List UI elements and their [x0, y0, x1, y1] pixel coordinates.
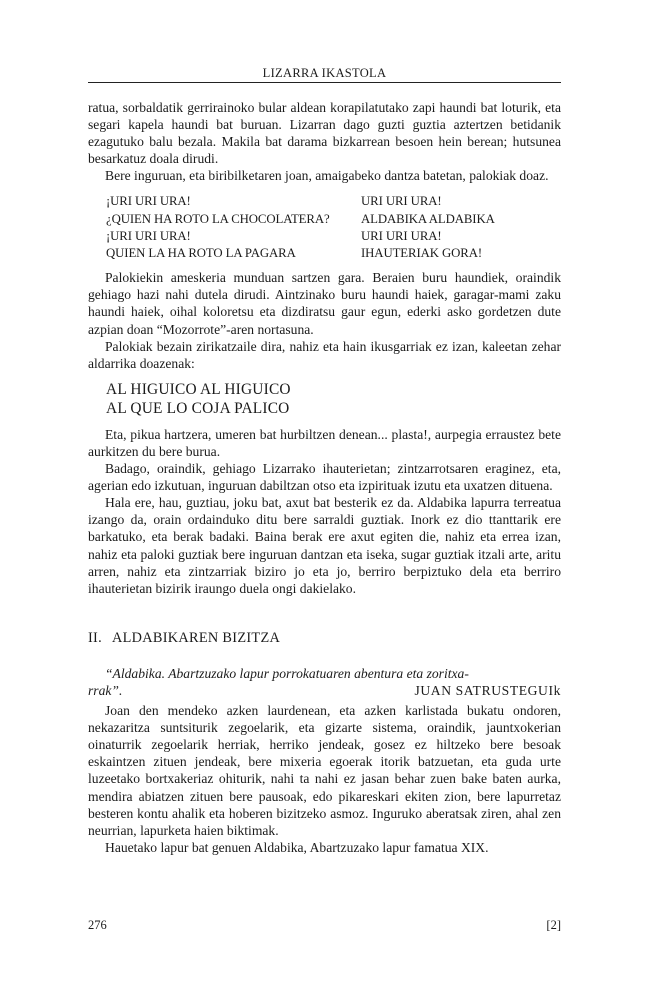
epigraph-author: JUAN SATRUSTEGUIk — [414, 682, 561, 698]
chant-line-right: ALDABIKA ALDABIKA — [361, 211, 495, 226]
chant-line-left: ¿QUIEN HA ROTO LA CHOCOLATERA? — [106, 211, 330, 226]
paragraph: Palokiekin ameskeria munduan sartzen gara. Beraien buru haundiek, oraindik gehiago hazi nahi dutela dirudi. Aintzinako buru haundi haiek, garagar-mami zaku haundi haiek, oihal koloretsu eta dizdiratsu gaur egun, ederki asko gordetzen dute azpian doan “Mozorrote”-aren nortasuna. — [88, 270, 561, 337]
verse-line: AL QUE LO COJA PALICO — [106, 399, 290, 417]
page-body — [88, 99, 561, 856]
paragraph: ratua, sorbaldatik gerrirainoko bular aldean korapilatutako zapi haundi bat loturik, eta segari kapela haundi bat buruan. Lizarran dago guzti guztia aztertzen betidanik ezagutuko balu bezala. Makila bat darama bizkarrean besoen hein berean; hutsunea besarkatuz doala dirudi. — [88, 100, 561, 167]
paragraph: Eta, pikua hartzera, umeren bat hurbiltzen denean... plasta!, aurpegia erraustez bete aurkitzen du bere burua. — [88, 426, 561, 459]
epigraph-line: “Aldabika. Abartzuzako lapur porrokatuaren abentura eta zoritxa- — [105, 665, 469, 681]
paragraph: Bere inguruan, eta biribilketaren joan, amaigabeko dantza batetan, palokiak doaz. — [105, 168, 549, 184]
verse-block — [106, 380, 561, 418]
chant-line-right: IHAUTERIAK GORA! — [361, 246, 483, 261]
chant-line-left: ¡URI URI URA! — [106, 194, 191, 209]
paragraph: Badago, oraindik, gehiago Lizarrako ihauterietan; zintzarrotsaren eraginez, eta, agerian edo izkutuan, inguruan dabiltzan otso eta izpirituak izutu eta uxatzen dituena. — [88, 461, 561, 494]
epigraph-line: rrak”. — [88, 682, 123, 698]
header-rule — [88, 82, 561, 83]
running-header: LIZARRA IKASTOLA — [262, 66, 387, 80]
chant-line-left: ¡URI URI URA! — [106, 228, 191, 243]
page-number: 276 — [88, 918, 107, 932]
page-reference: [2] — [546, 918, 561, 932]
verse-line: AL HIGUICO AL HIGUICO — [106, 380, 291, 398]
chant-block — [106, 193, 561, 262]
chant-line-left: QUIEN LA HA ROTO LA PAGARA — [106, 246, 296, 261]
paragraph: Joan den mendeko azken laurdenean, eta azken karlistada bukatu ondoren, nekazaritza suntsiturik zegoelarik, eta gizarte sistema, oraindik, jauntxokerian oinaturrik zegoelarik herriak, herriko jendeak, gosez ez hiltzeko bere besoak eskaintzen zituen jendeak, bere mixeria egoerak itorik batzuetan, eta guda urte luzeetako bortxakeriaz ohiturik, nahi ta nahi ez jasan behar zuen bake baten aurka, mendira abiatzen zituen bere pausoak, edo pikareskari ekiten zion, bere lapurretaz besteren kontu ahalik eta hoberen bizitzeko asmoz. Inguruko aberatsak ziren, ahal zen neurrian, lapurketa haien biktimak. — [88, 703, 561, 838]
epigraph-attribution-row — [88, 682, 561, 699]
section-number: II. — [88, 629, 102, 646]
chant-line-right: URI URI URA! — [361, 194, 442, 209]
section-title: ALDABIKAREN BIZITZA — [112, 629, 281, 646]
paragraph: Hauetako lapur bat genuen Aldabika, Abartzuzako lapur famatua XIX. — [105, 839, 489, 855]
chant-line-right: URI URI URA! — [361, 228, 442, 243]
paragraph: Palokiak bezain zirikatzaile dira, nahiz eta hain ikusgarriak ez izan, kaleetan zehar aldarrika doazenak: — [88, 338, 561, 371]
paragraph: Hala ere, hau, guztiau, joku bat, axut bat besterik ez da. Aldabika lapurra terreatua izango da, orain ordainduko ditu bere sarraldi guztiak. Inork ez dio ttanttarik ere barkatuko, eta berak badaki. Baina berak ere axut egiten die, nahiz eta errea izan, nahiz eta paloki guztiak bere inguruan dantzan eta iseka, sugar guztiak itzali arte, aritu arren, nahiz eta zintzarriak biziro jo eta jo, berriro berpiztuko dela eta berriro ihauterietan bizirik iraungo duela ongi dakielako. — [88, 495, 561, 596]
section-heading — [88, 630, 561, 647]
